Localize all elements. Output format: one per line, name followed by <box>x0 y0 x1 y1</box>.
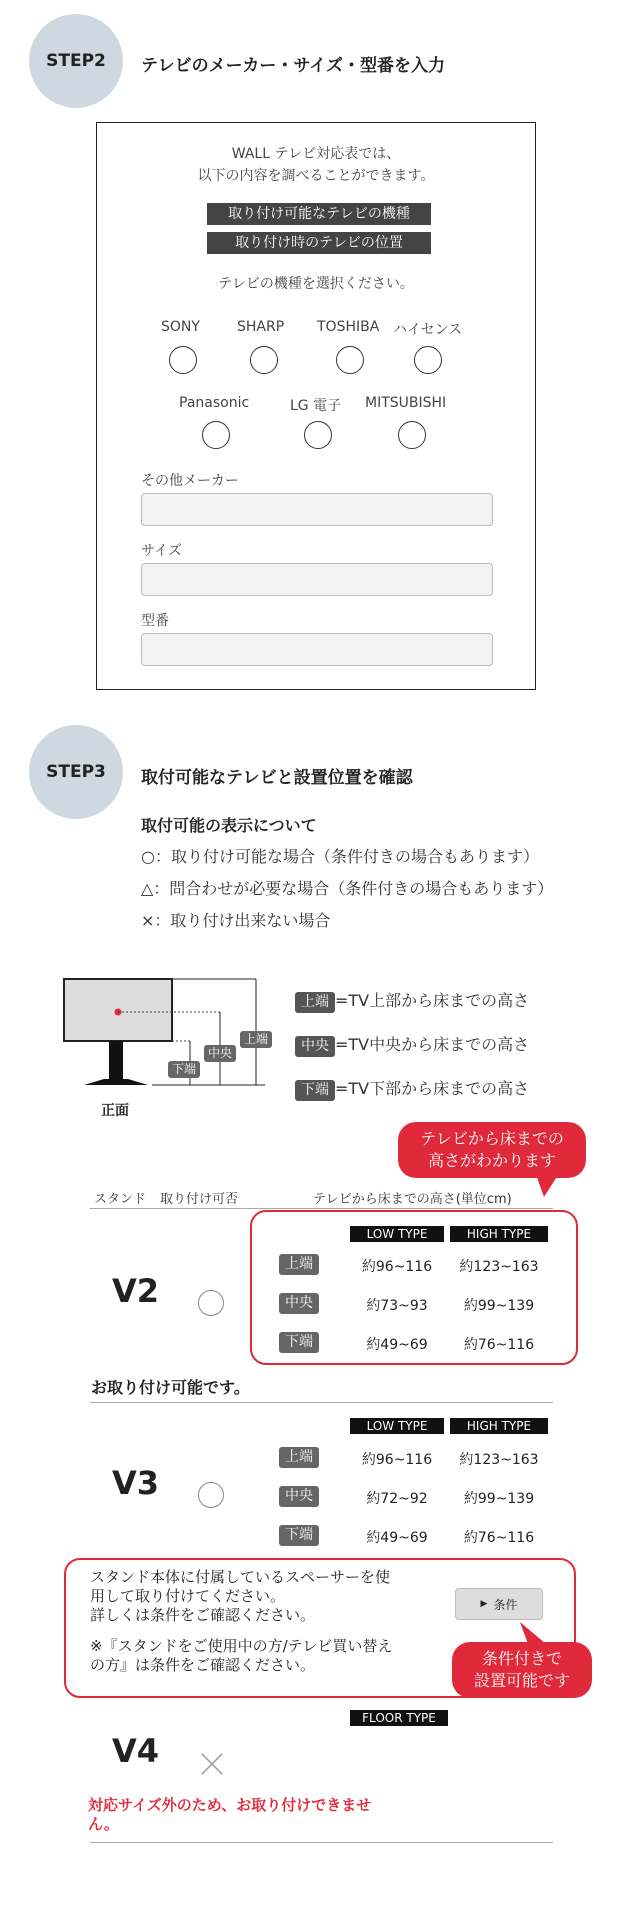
v3-condition-button[interactable] <box>455 1588 543 1620</box>
v3-middle-tag: 中央 <box>279 1486 319 1507</box>
stand-base-shape <box>84 1079 148 1085</box>
play-triangle-icon: ▶ <box>480 1599 488 1609</box>
v2-model-name: V2 <box>112 1272 160 1310</box>
step2-badge: STEP2 <box>29 14 123 108</box>
v3-high-type-header: HIGH TYPE <box>450 1418 548 1434</box>
diagram-tag-lower: 下端 <box>168 1061 200 1078</box>
maker-label-sony: SONY <box>161 319 200 335</box>
v3-lower-high: 約76~116 <box>463 1530 535 1546</box>
v4-note-line-2: ん。 <box>88 1815 119 1833</box>
v2-upper-tag: 上端 <box>279 1254 319 1275</box>
diagram-tag-upper: 上端 <box>240 1031 272 1048</box>
v3-note-line-1: スタンド本体に付属しているスペーサーを使 <box>90 1568 391 1586</box>
front-label: 正面 <box>101 1103 129 1119</box>
feature-tag-position: 取り付け時のテレビの位置 <box>207 232 431 254</box>
v2-middle-low: 約73~93 <box>366 1298 428 1314</box>
maker-radio-toshiba[interactable] <box>336 346 364 374</box>
header-stand: スタンド <box>94 1192 147 1207</box>
intro-line-1: WALL テレビ対応表では、 <box>231 146 401 162</box>
v3-model-name: V3 <box>112 1464 160 1502</box>
v2-lower-low: 約49~69 <box>366 1337 428 1353</box>
v3-condition-button-label: 条件 <box>493 1597 518 1612</box>
intro-line-2: 以下の内容を調べることができます。 <box>197 168 435 184</box>
tv-search-panel <box>96 122 536 690</box>
maker-radio-sharp[interactable] <box>250 346 278 374</box>
select-prompt: テレビの機種を選択ください。 <box>218 276 414 292</box>
model-number-label: 型番 <box>141 613 169 629</box>
legend-middle <box>295 1032 529 1057</box>
v2-status-circle-icon <box>198 1290 224 1316</box>
v3-upper-low: 約96~116 <box>361 1452 433 1468</box>
size-label: サイズ <box>141 543 182 559</box>
header-mountable: 取り付け可否 <box>160 1192 239 1207</box>
v3-middle-high: 約99~139 <box>463 1491 535 1507</box>
v3-middle-low: 約72~92 <box>366 1491 428 1507</box>
legend-triangle: △：問合わせが必要な場合（条件付きの場合もあります） <box>141 879 554 898</box>
model-number-field[interactable] <box>141 633 493 666</box>
v4-floor-type-header: FLOOR TYPE <box>350 1710 448 1726</box>
maker-radio-lg[interactable] <box>304 421 332 449</box>
v3-note <box>90 1568 392 1675</box>
header-height: テレビから床までの高さ(単位cm) <box>313 1192 512 1207</box>
other-maker-label: その他メーカー <box>141 473 239 489</box>
maker-label-panasonic: Panasonic <box>179 395 250 411</box>
maker-radio-mitsubishi[interactable] <box>398 421 426 449</box>
stand-pole-shape <box>109 1041 123 1081</box>
height-info-bubble: テレビから床までの 高さがわかります <box>398 1122 586 1178</box>
legend-middle-desc: =TV中央から床までの高さ <box>335 1035 530 1054</box>
legend-tag-lower: 下端 <box>295 1080 335 1101</box>
step2-title: テレビのメーカー・サイズ・型番を入力 <box>141 56 445 76</box>
maker-radio-sony[interactable] <box>169 346 197 374</box>
maker-radio-panasonic[interactable] <box>202 421 230 449</box>
size-field[interactable] <box>141 563 493 596</box>
legend-upper <box>295 988 529 1013</box>
feature-tag-model: 取り付け可能なテレビの機種 <box>207 203 431 225</box>
legend-lower <box>295 1076 529 1101</box>
v3-conditional-bubble: 条件付きで 設置可能です <box>452 1642 592 1698</box>
legend-tag-upper: 上端 <box>295 992 335 1013</box>
maker-label-sharp: SHARP <box>237 319 285 335</box>
v2-upper-high: 約123~163 <box>459 1259 539 1275</box>
v2-lower-tag: 下端 <box>279 1332 319 1353</box>
v2-high-type-header: HIGH TYPE <box>450 1226 548 1242</box>
v2-note: お取り付け可能です。 <box>91 1378 250 1397</box>
maker-label-toshiba: TOSHIBA <box>317 319 380 335</box>
v2-upper-low: 約96~116 <box>361 1259 433 1275</box>
v3-note-line-3: 詳しくは条件をご確認ください。 <box>90 1606 316 1624</box>
v2-middle-high: 約99~139 <box>463 1298 535 1314</box>
maker-label-lg: LG 電子 <box>290 398 342 414</box>
legend-upper-desc: =TV上部から床までの高さ <box>335 991 530 1010</box>
diagram-tag-middle: 中央 <box>204 1045 236 1062</box>
v3-lower-tag: 下端 <box>279 1525 319 1546</box>
v3-upper-tag: 上端 <box>279 1447 319 1468</box>
other-maker-field[interactable] <box>141 493 493 526</box>
v3-note-line-4: ※『スタンドをご使用中の方/テレビ買い替え <box>90 1637 393 1655</box>
v4-status-cross-icon <box>200 1752 224 1776</box>
legend-lower-desc: =TV下部から床までの高さ <box>335 1079 530 1098</box>
v4-divider <box>90 1842 553 1843</box>
v3-note-line-5: の方』は条件をご確認ください。 <box>90 1656 316 1674</box>
v3-upper-high: 約123~163 <box>459 1452 539 1468</box>
display-legend-heading: 取付可能の表示について <box>141 816 317 835</box>
tv-height-diagram <box>60 975 270 1095</box>
table-header-divider <box>90 1208 553 1209</box>
maker-label-mitsubishi: MITSUBISHI <box>365 395 447 411</box>
v3-status-circle-icon <box>198 1482 224 1508</box>
v4-note-line-1: 対応サイズ外のため、お取り付けできませ <box>88 1796 372 1814</box>
v4-note <box>88 1796 371 1834</box>
v2-divider <box>90 1402 553 1403</box>
height-bubble-tail <box>536 1175 566 1199</box>
step3-badge: STEP3 <box>29 725 123 819</box>
v3-low-type-header: LOW TYPE <box>350 1418 444 1434</box>
maker-label-hisense: ハイセンス <box>393 322 463 338</box>
step3-title: 取付可能なテレビと設置位置を確認 <box>141 768 413 788</box>
v2-middle-tag: 中央 <box>279 1293 319 1314</box>
v2-lower-high: 約76~116 <box>463 1337 535 1353</box>
maker-radio-hisense[interactable] <box>414 346 442 374</box>
legend-tag-middle: 中央 <box>295 1036 335 1057</box>
v2-low-type-header: LOW TYPE <box>350 1226 444 1242</box>
v3-note-line-2: 用して取り付けてください。 <box>90 1587 286 1605</box>
legend-circle: ○：取り付け可能な場合（条件付きの場合もあります） <box>141 847 539 866</box>
v4-model-name: V4 <box>112 1732 160 1770</box>
legend-cross: ×：取り付け出来ない場合 <box>141 911 331 930</box>
v3-lower-low: 約49~69 <box>366 1530 428 1546</box>
